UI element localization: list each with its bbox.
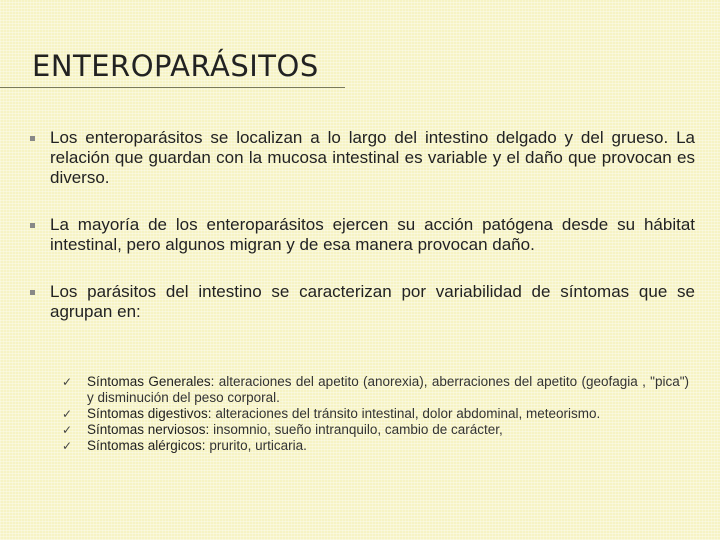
title-underline <box>0 87 345 88</box>
symptom-heading: Síntomas digestivos: <box>87 406 212 421</box>
bullet-item <box>30 215 695 255</box>
square-bullet-icon <box>30 290 35 295</box>
symptom-item <box>62 438 689 454</box>
checkmark-icon: ✓ <box>62 407 73 421</box>
checkmark-icon: ✓ <box>62 375 73 389</box>
symptom-text: prurito, urticaria. <box>205 438 307 453</box>
checkmark-icon: ✓ <box>62 423 73 437</box>
bullet-list <box>30 128 695 349</box>
bullet-text: La mayoría de los enteroparásitos ejercen su acción patógena desde su hábitat intestinal, pero algunos migran y de esa manera provocan daño. <box>50 215 695 254</box>
checkmark-icon: ✓ <box>62 439 73 453</box>
bullet-item <box>30 282 695 322</box>
symptom-item <box>62 422 689 438</box>
symptom-item <box>62 374 689 406</box>
symptom-text: : alteraciones del apetito (anorexia), aberraciones del apetito (geofagia , "pica") y disminución del peso corporal. <box>87 374 689 405</box>
bullet-text: Los parásitos del intestino se caracterizan por variabilidad de síntomas que se agrupan en: <box>50 282 695 321</box>
square-bullet-icon <box>30 223 35 228</box>
bullet-text: Los enteroparásitos se localizan a lo largo del intestino delgado y del grueso. La relación que guardan con la mucosa intestinal es variable y el daño que provocan es diverso. <box>50 128 695 187</box>
symptom-heading: Síntomas alérgicos: <box>87 438 206 453</box>
bullet-item <box>30 128 695 188</box>
symptom-heading: Síntomas nerviosos: <box>87 422 210 437</box>
symptom-item <box>62 406 689 422</box>
square-bullet-icon <box>30 136 35 141</box>
symptom-heading: Síntomas Generales <box>87 374 211 389</box>
symptom-list <box>62 374 689 454</box>
slide-title: ENTEROPARÁSITOS <box>32 49 319 83</box>
symptom-text: alteraciones del tránsito intestinal, dolor abdominal, meteorismo. <box>211 406 601 421</box>
symptom-text: insomnio, sueño intranquilo, cambio de carácter, <box>209 422 503 437</box>
